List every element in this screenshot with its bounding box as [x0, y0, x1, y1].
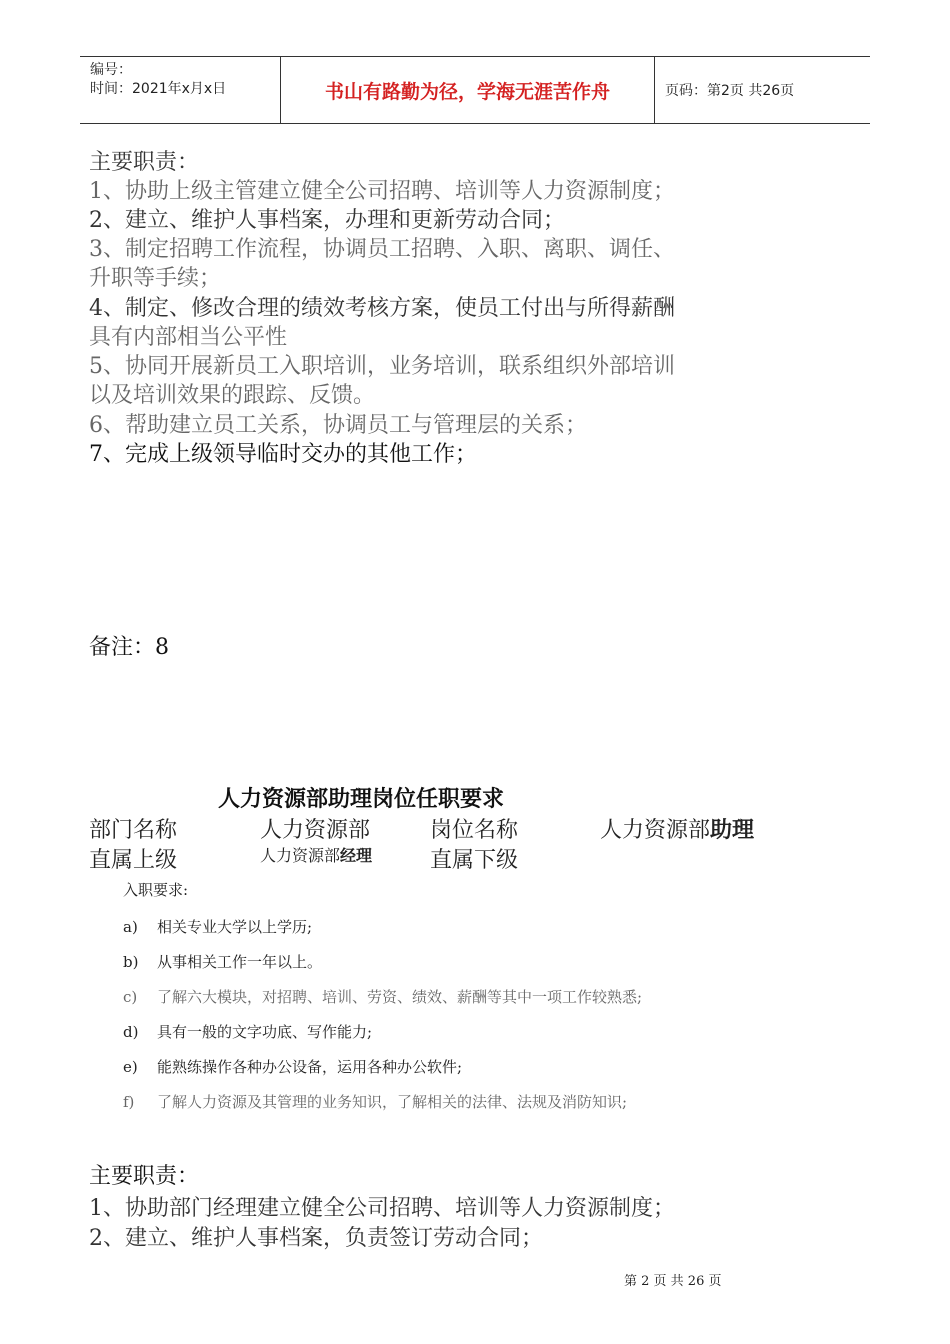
requirement-item: a) 相关专业大学以上学历; — [123, 918, 313, 936]
doc-time: 时间：2021年x月x日 — [90, 81, 227, 97]
section1-heading: 主要职责： — [89, 150, 200, 175]
job-title: 人力资源部助理岗位任职要求 — [218, 787, 505, 812]
dept-value: 人力资源部 — [260, 818, 371, 843]
section2-heading: 主要职责： — [89, 1164, 200, 1189]
doc-number: 编号： — [90, 62, 132, 78]
header-slogan: 书山有路勤为径，学海无涯苦作舟 — [281, 57, 655, 123]
section1-line: 4、制定、修改合理的绩效考核方案，使员工付出与所得薪酬 — [89, 296, 675, 321]
position-value: 人力资源部助理 — [600, 818, 755, 843]
section1-line: 6、帮助建立员工关系，协调员工与管理层的关系； — [89, 413, 587, 438]
superior-label: 直属上级 — [89, 848, 178, 873]
section1-line: 3、制定招聘工作流程，协调员工招聘、入职、离职、调任、 — [89, 237, 675, 262]
dept-label: 部门名称 — [89, 818, 178, 843]
page-header — [80, 56, 870, 124]
requirement-item: f) 了解人力资源及其管理的业务知识，了解相关的法律、法规及消防知识; — [123, 1093, 628, 1111]
section1-line: 7、完成上级领导临时交办的其他工作； — [89, 442, 477, 467]
superior-value: 人力资源部经理 — [260, 846, 373, 865]
requirements-heading: 入职要求: — [123, 881, 189, 899]
section1-line: 5、协同开展新员工入职培训，业务培训，联系组织外部培训 — [89, 354, 675, 379]
remark: 备注：8 — [89, 635, 169, 660]
section1-line: 具有内部相当公平性 — [89, 325, 288, 350]
section1-line: 升职等手续； — [89, 266, 222, 291]
subordinate-label: 直属下级 — [430, 848, 519, 873]
section1-line: 2、建立、维护人事档案，办理和更新劳动合同； — [89, 208, 565, 233]
requirement-item: d) 具有一般的文字功底、写作能力; — [123, 1023, 373, 1041]
requirement-item: c) 了解六大模块，对招聘、培训、劳资、绩效、薪酬等其中一项工作较熟悉; — [123, 988, 643, 1006]
section1-line: 以及培训效果的跟踪、反馈。 — [89, 383, 376, 408]
section1-line: 1、协助上级主管建立健全公司招聘、培训等人力资源制度； — [89, 179, 675, 204]
section2-line: 2、建立、维护人事档案，负责签订劳动合同； — [89, 1226, 543, 1251]
requirement-item: b) 从事相关工作一年以上。 — [123, 953, 323, 971]
header-page-info: 页码：第2页 共26页 — [665, 83, 795, 99]
section2-line: 1、协助部门经理建立健全公司招聘、培训等人力资源制度； — [89, 1196, 675, 1221]
requirement-item: e) 能熟练操作各种办公设备，运用各种办公软件; — [123, 1058, 463, 1076]
header-meta — [80, 57, 281, 123]
position-label: 岗位名称 — [430, 818, 519, 843]
footer-page-number: 第 2 页 共 26 页 — [624, 1274, 722, 1289]
